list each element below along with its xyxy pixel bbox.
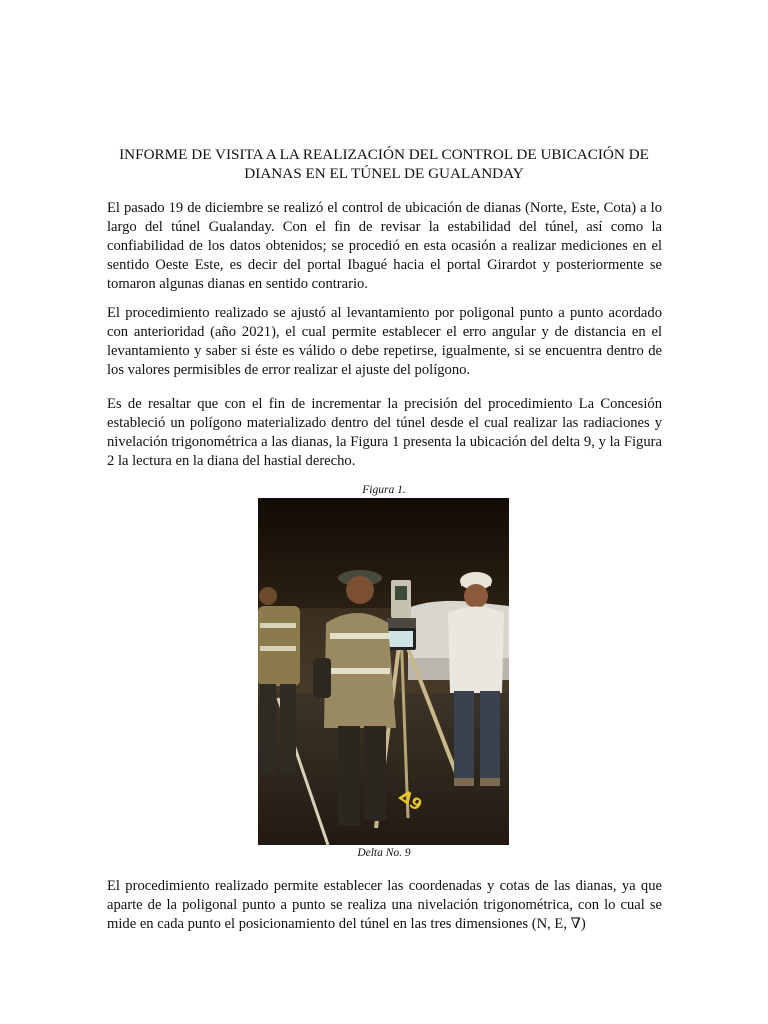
paragraph-procedure: El procedimiento realizado se ajustó al levantamiento por poligonal punto a punto acordado con anterioridad (año 2021), el cual permite establecer el erro angular y de distancia en el levantamiento y saber si éste es válido o debe repetirse, igualmente, si se encuentra dentro de los valores permisibles de error realizar el ajuste del polígono.: [107, 305, 662, 378]
figure-caption-delta: Delta No. 9: [357, 847, 411, 859]
paragraph-intro: El pasado 19 de diciembre se realizó el control de ubicación de dianas (Norte, Este, Cota) a lo largo del túnel Gualanday. Con el fin de revisar la estabilidad del túnel, así como la confiabilidad de los datos obtenidos; se procedió en esta ocasión a realizar mediciones en el sentido Oeste Este, es decir del portal Ibagué hacia el portal Girardot y posteriormente se tomaron algunas dianas en sentido contrario.: [107, 200, 662, 292]
paragraph-coordinates: El procedimiento realizado permite establecer las coordenadas y cotas de las dianas, ya que aparte de la poligonal punto a punto se realiza una nivelación trigonométrica, con lo cual se mide en cada punto el posicionamiento del túnel en las tres dimensiones (N, E, ∇): [107, 878, 662, 932]
delta-marking: Δ9: [395, 785, 426, 815]
figure-photo: [258, 498, 509, 845]
paragraph-precision: Es de resaltar que con el fin de incrementar la precisión del procedimiento La Concesión estableció un polígono materializado dentro del túnel desde el cual realizar las radiaciones y nivelación trigonométrica a las dianas, la Figura 1 presenta la ubicación del delta 9, y la Figura 2 la lectura en la diana del hastial derecho.: [107, 396, 662, 469]
figure-caption-label: Figura 1.: [362, 484, 406, 496]
report-title: INFORME DE VISITA A LA REALIZACIÓN DEL CONTROL DE UBICACIÓN DE DIANAS EN EL TÚNEL DE GUALANDAY: [119, 146, 649, 182]
survey-photo-illustration: [258, 498, 509, 845]
